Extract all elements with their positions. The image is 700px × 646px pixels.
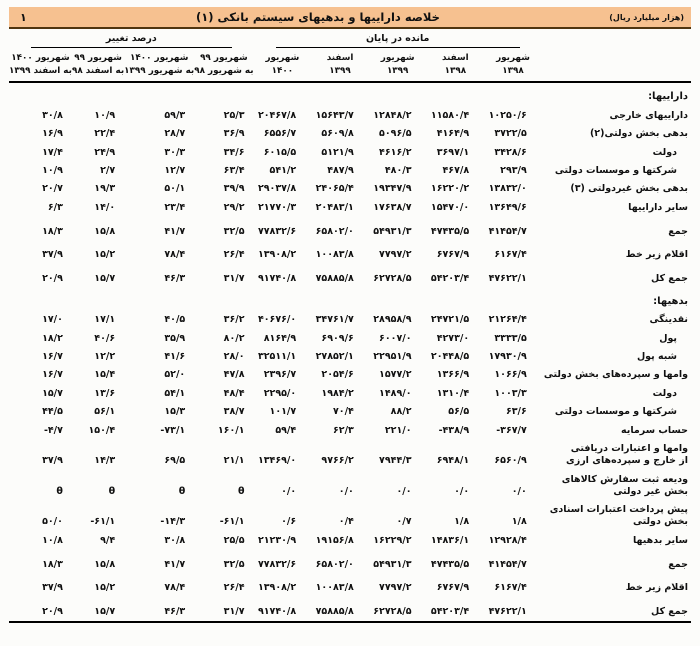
table-row: [9, 240, 691, 264]
balance-value: ۴۸۷/۹: [327, 164, 354, 176]
pct-value: ۹/۴: [100, 534, 116, 546]
row-label: شرکتها و موسسات دولتی: [554, 164, 677, 176]
pct-value: ۳۶/۹: [223, 128, 245, 140]
row-label: سایر داراییها: [628, 201, 688, 213]
pct-value: θ: [108, 485, 116, 497]
row-label: بخش دولتی: [633, 516, 688, 528]
balance-value: ۶۱۶۷/۴: [494, 249, 527, 261]
balance-value: ۰/۴: [338, 516, 354, 528]
pct-value: ۵۶/۱: [94, 406, 116, 418]
balance-value: ۶۷۶۷/۹: [436, 582, 470, 594]
balance-value: ۰/۰: [281, 485, 297, 497]
balance-value: ۶۹۰۹/۶: [321, 332, 354, 344]
pct-value: ۴۰/۵: [164, 314, 186, 326]
balance-value: ۶۱۶۷/۴: [494, 582, 527, 594]
balance-value: ۲۱۲۶۴/۴: [488, 314, 527, 326]
balance-value: ۷۹۴۴/۳: [379, 455, 412, 467]
pct-value: ۴۸/۴: [223, 387, 245, 399]
pct-value: ۳۰/۸: [164, 534, 186, 546]
row-label-top: ودیعه ثبت سفارش کالاهای: [561, 473, 688, 485]
pct-value: ۵۲/۰: [164, 369, 186, 381]
pct-value: ۲۵/۵: [223, 534, 245, 546]
table-row: [9, 329, 691, 347]
pct-value: ۱۵/۲: [94, 582, 116, 594]
table-row: [9, 531, 691, 549]
pct-value: ۷۸/۴: [164, 582, 186, 594]
pct-value: -۴/۷: [43, 424, 63, 436]
table-row: [9, 264, 691, 288]
table-row: [9, 347, 691, 365]
pct-value: ۶/۳: [47, 201, 63, 213]
pct-value: ۱۵/۸: [94, 225, 116, 237]
banking-system-summary-table: [9, 32, 691, 623]
pct-value: θ: [178, 485, 186, 497]
balance-column-header: شهریور ۱۳۹۹: [380, 53, 415, 77]
balance-value: ۲۳۹۶/۷: [263, 369, 297, 381]
pct-value: ۱۷/۰: [42, 314, 63, 326]
balance-value: ۴۶۱۶/۲: [379, 146, 412, 158]
balance-value: ۱۳۹۰۸/۲: [257, 249, 297, 261]
pct-value: ۲۱/۱: [223, 455, 245, 467]
title-bar: [9, 7, 691, 29]
balance-value: ۹۱۷۴۰/۸: [257, 606, 297, 618]
table-row: [9, 403, 691, 421]
pct-value: ۲۸/۷: [164, 128, 186, 140]
balance-value: ۱۳۴۶۹/۰: [257, 455, 297, 467]
pct-value: ۱۶۰/۱: [217, 424, 245, 436]
balance-value: ۱۷۹۳۰/۹: [488, 351, 527, 363]
pct-value: ۲۰/۹: [42, 273, 63, 285]
balance-value: ۶۲۷۲۸/۵: [373, 273, 412, 285]
row-label: بدهی بخش دولتی(۲): [589, 128, 688, 140]
balance-value: ۱۳۶۶/۹: [436, 369, 470, 381]
pct-value: ۱۲/۲: [94, 351, 116, 363]
pct-value: ۲۹/۲: [223, 201, 245, 213]
pct-value: ۵۰/۰: [42, 516, 63, 528]
pct-value: ۲۶/۴: [223, 582, 245, 594]
row-label-top: وامها و اعتبارات دریافتی: [570, 443, 688, 455]
balance-value: ۱۴۸۳۶/۱: [430, 534, 470, 546]
balance-value: ۱۶۲۲۰/۲: [430, 183, 470, 195]
row-label: بدهی بخش غیردولتی (۳): [570, 183, 688, 195]
balance-value: ۱۰۲۵۰/۶: [488, 109, 527, 121]
balance-value: ۶۵۵۶/۷: [263, 128, 297, 140]
table-row: [9, 180, 691, 198]
pct-value: ۳۲/۵: [223, 225, 245, 237]
table-row: [9, 485, 691, 501]
balance-value: ۲۰۴۴۸/۵: [430, 351, 470, 363]
table-row: [9, 421, 691, 439]
balance-value: -۴۳۸/۹: [438, 424, 470, 436]
balance-value: ۲۹۰۳۷/۸: [257, 183, 297, 195]
balance-value: ۱۹۳۴۷/۹: [373, 183, 412, 195]
row-label: دولت: [652, 146, 677, 158]
balance-value: ۱۳۸۳۲/۰: [488, 183, 527, 195]
row-label: پول: [659, 332, 677, 344]
pct-value: ۱۴/۳: [94, 455, 116, 467]
pct-value: ۱۰/۹: [42, 164, 63, 176]
pct-value: ۲۸/۰: [223, 351, 245, 363]
pct-value: ۱۶/۹: [42, 128, 63, 140]
balance-value: ۵۰۹۶/۵: [379, 128, 412, 140]
balance-column-header: شهریور ۱۳۹۸: [496, 53, 530, 77]
pct-value: ۳۰/۸: [42, 109, 63, 121]
page-title: خلاصه داراییها و بدهیهای سیستم بانکی (۱): [196, 10, 440, 24]
balance-value: ۷۷۸۳۲/۶: [257, 225, 297, 237]
balance-value: ۴۲۷۳/۰: [436, 332, 470, 344]
table-row: [9, 217, 691, 241]
section-header-row: [9, 288, 691, 311]
balance-value: ۶۹۴۸/۱: [436, 455, 470, 467]
balance-value: ۲۲۱/۰: [384, 424, 412, 436]
balance-value: ۱۵۶۴۳/۷: [315, 109, 354, 121]
balance-value: -۳۶۷/۷: [496, 424, 527, 436]
balance-value: ۶۷۶۷/۹: [436, 249, 470, 261]
row-label: وامها و سپرده‌های بخش دولتی: [543, 369, 688, 381]
balance-value: ۱۵۷۷/۲: [379, 369, 412, 381]
pct-value: ۱۵/۷: [94, 606, 116, 618]
balance-value: ۴۶۷/۸: [442, 164, 470, 176]
row-label: داراییهای خارجی: [609, 109, 688, 121]
balance-value: ۷۵۸۸۵/۸: [315, 606, 354, 618]
balance-value: ۱۰۱/۷: [269, 406, 297, 418]
pct-value: ۲/۷: [100, 164, 116, 176]
balance-value: ۶۳/۶: [505, 406, 527, 418]
balance-value: ۲۱۲۳۰/۹: [257, 534, 297, 546]
balance-value: ۳۷۲۲/۵: [494, 128, 527, 140]
balance-column-header: اسفند ۱۳۹۹: [326, 53, 354, 77]
pct-value: ۱۵/۷: [42, 387, 63, 399]
balance-value: ۴۷۶۲۲/۱: [488, 606, 527, 618]
balance-value: ۹۱۷۴۰/۸: [257, 273, 297, 285]
balance-value: ۲۰۴۶۷/۸: [257, 109, 297, 121]
row-label: جمع: [668, 225, 688, 237]
label-column-spacer: [542, 32, 691, 51]
section-header-row: [9, 82, 691, 106]
table-row: [9, 106, 691, 124]
pct-value: ۲۰/۹: [42, 606, 63, 618]
row-label: نقدینگی: [649, 314, 688, 326]
table-row: [9, 597, 691, 622]
pct-value: ۳۱/۷: [223, 606, 245, 618]
pct-value: ۲۵/۳: [223, 109, 245, 121]
balance-value: ۶۵۸۰۲/۰: [315, 225, 354, 237]
balance-value: ۰/۰: [396, 485, 412, 497]
balance-value: ۷۷۹۷/۲: [379, 582, 412, 594]
pct-column-header: شهریور ۹۹ به اسفند ۹۸: [71, 53, 125, 77]
pct-value: ۱۴/۰: [94, 201, 116, 213]
balance-value: ۷۰/۴: [332, 406, 354, 418]
balance-column-header: شهریور ۱۴۰۰: [265, 53, 300, 77]
pct-value: ۴۴/۵: [42, 406, 63, 418]
table-row: [9, 454, 691, 470]
row-label: از خارج و سپرده‌های ارزی: [566, 455, 688, 467]
pct-value: ۲۳/۴: [164, 201, 186, 213]
pct-value: ۱۵/۲: [94, 249, 116, 261]
balance-value: ۷۷۹۷/۲: [379, 249, 412, 261]
table-row: [9, 384, 691, 402]
balance-value: ۴۱۴۵۴/۷: [488, 225, 527, 237]
balance-value: ۲۴۰۶۵/۴: [315, 183, 354, 195]
table-row: [9, 143, 691, 161]
balances-group-header: مانده در پایان: [254, 32, 542, 51]
balance-value: ۵۴۱/۲: [269, 164, 297, 176]
balance-value: ۱۳۹۰۸/۲: [257, 582, 297, 594]
pct-value: ۵۹/۳: [164, 109, 186, 121]
row-label: شرکتها و موسسات دولتی: [554, 406, 677, 418]
balance-value: ۱۰۰۸۳/۸: [315, 249, 354, 261]
pct-value: ۸۰/۲: [223, 332, 245, 344]
balance-value: ۵۴۹۳۱/۳: [373, 558, 412, 570]
pct-value: ۱۸/۳: [42, 558, 63, 570]
table-row: [9, 366, 691, 384]
balance-value: ۲۲۹۵۱/۹: [373, 351, 412, 363]
balance-value: ۲۰۵۴/۶: [321, 369, 354, 381]
pct-value: ۱۵/۴: [94, 369, 116, 381]
balance-value: ۴۸۰/۳: [384, 164, 412, 176]
pct-value: ۱۸/۳: [42, 225, 63, 237]
pct-value: ۱۵/۸: [94, 558, 116, 570]
balance-value: ۳۴۷۶۱/۷: [315, 314, 354, 326]
pct-value: ۶۳/۴: [223, 164, 245, 176]
pct-value: ۳۴/۶: [223, 146, 245, 158]
table-row: [9, 125, 691, 143]
table-row: [9, 515, 691, 531]
row-label: جمع کل: [650, 273, 688, 285]
pct-value: ۴۶/۳: [164, 273, 186, 285]
balance-value: ۱۰۶۶/۹: [494, 369, 527, 381]
balance-column-header: اسفند ۱۳۹۸: [442, 53, 469, 77]
balance-value: ۱۳۱۰/۴: [436, 387, 470, 399]
pct-value: -۱۴/۳: [160, 516, 186, 528]
balance-value: ۲۰۴۸۳/۱: [315, 201, 354, 213]
balance-value: ۱۰۰۸۳/۸: [315, 582, 354, 594]
section-label: بدهیها:: [653, 295, 688, 307]
balance-value: ۱۹۱۵۶/۸: [315, 534, 354, 546]
balance-value: ۴۱۶۴/۹: [436, 128, 470, 140]
row-label: بخش غیر دولتی: [613, 485, 688, 497]
table-row-label-top: [9, 439, 691, 454]
table-row: [9, 198, 691, 216]
pct-value: ۴۱/۶: [164, 351, 186, 363]
pct-value: ۱۷/۴: [42, 146, 63, 158]
pct-column-header: شهریور ۱۴۰۰ به اسفند ۱۳۹۹: [9, 53, 72, 77]
balance-value: ۶۰۰۷/۰: [379, 332, 412, 344]
balance-value: ۴۰۶۷۶/۰: [257, 314, 297, 326]
balance-value: ۳۴۲۸/۶: [494, 146, 527, 158]
page-number: ۱: [20, 10, 27, 24]
balance-value: ۱۵۴۷۰/۰: [430, 201, 470, 213]
table-row: [9, 550, 691, 574]
balance-value: ۵۴۲۰۳/۴: [430, 606, 470, 618]
pct-value: ۴۷/۸: [223, 369, 245, 381]
balance-value: ۲۲۹۵/۰: [263, 387, 297, 399]
balance-value: ۱۶۲۲۹/۲: [373, 534, 412, 546]
pct-value: ۱۹/۳: [94, 183, 116, 195]
balance-value: ۴۱۴۵۴/۷: [488, 558, 527, 570]
balance-value: ۳۳۳۳/۵: [494, 332, 527, 344]
group-header-row: [9, 32, 691, 51]
balance-value: ۵۴۲۰۳/۴: [430, 273, 470, 285]
balance-value: ۱۹۸۴/۲: [321, 387, 354, 399]
balance-value: ۲۷۸۵۲/۱: [315, 351, 354, 363]
balance-value: ۱۴۸۹/۰: [379, 387, 412, 399]
pct-column-header: شهریور ۹۹ به شهریور ۹۸: [194, 53, 254, 77]
balance-value: ۶۲/۳: [332, 424, 354, 436]
pct-column-header: شهریور ۱۴۰۰ به شهریور ۱۳۹۹: [124, 53, 195, 77]
table-row: [9, 573, 691, 597]
pct-value: ۱۵/۳: [164, 406, 186, 418]
balance-value: ۴۷۴۳۵/۵: [430, 225, 470, 237]
balance-value: ۰/۷: [396, 516, 412, 528]
balance-value: ۲۱۷۷۰/۳: [257, 201, 297, 213]
row-label: شبه پول: [636, 351, 677, 363]
balance-value: ۱۱۵۸۰/۴: [430, 109, 470, 121]
pct-value: ۱۵/۷: [94, 273, 116, 285]
pct-value: ۳۷/۹: [42, 249, 63, 261]
balance-value: ۴۷۴۳۵/۵: [430, 558, 470, 570]
pct-group-header: درصد تغییر: [9, 32, 254, 51]
balance-value: ۱۷۶۳۸/۷: [373, 201, 412, 213]
pct-value: -۷۳/۱: [160, 424, 186, 436]
pct-value: ۶۹/۵: [164, 455, 186, 467]
row-label: جمع: [668, 558, 688, 570]
pct-value: ۱۶/۷: [42, 369, 63, 381]
pct-value: ۳۲/۵: [223, 558, 245, 570]
row-label: اقلام زیر خط: [625, 582, 688, 594]
table-row: [9, 161, 691, 179]
balance-value: ۲۹۳/۹: [500, 164, 527, 176]
table-row-label-top: [9, 470, 691, 485]
balance-value: ۷۷۸۳۲/۶: [257, 558, 297, 570]
balance-value: ۷۵۸۸۵/۸: [315, 273, 354, 285]
balance-value: ۰/۰: [454, 485, 470, 497]
pct-value: ۳۱/۷: [223, 273, 245, 285]
pct-value: ۴۱/۷: [164, 558, 186, 570]
balance-value: ۸۸/۲: [390, 406, 412, 418]
pct-value: ۳۷/۹: [42, 582, 63, 594]
balance-value: ۰/۰: [511, 485, 527, 497]
pct-value: ۵۴/۱: [164, 387, 186, 399]
row-label: دولت: [652, 387, 677, 399]
pct-value: ۱۰/۸: [42, 534, 63, 546]
balance-value: ۱/۸: [511, 516, 527, 528]
table-row: [9, 311, 691, 329]
pct-value: ۱۲/۷: [164, 164, 186, 176]
pct-value: ۵۰/۱: [164, 183, 186, 195]
row-label-top: پیش پرداخت اعتبارات اسنادی: [549, 504, 688, 516]
pct-value: ۱۵۰/۴: [88, 424, 116, 436]
pct-value: θ: [238, 485, 245, 497]
pct-value: ۳۵/۹: [164, 332, 186, 344]
balance-value: ۵۶۰۹/۸: [321, 128, 354, 140]
pct-value: ۳۰/۳: [164, 146, 186, 158]
pct-value: ۲۶/۴: [223, 249, 245, 261]
balance-value: ۵۹/۴: [275, 424, 297, 436]
pct-value: ۲۲/۴: [94, 128, 116, 140]
column-header-row: [9, 51, 691, 82]
balance-value: ۱۲۹۲۸/۴: [488, 534, 527, 546]
pct-value: -۶۱/۱: [90, 516, 116, 528]
balance-value: ۱۰۰۳/۳: [494, 387, 527, 399]
balance-value: ۱/۸: [454, 516, 470, 528]
balance-value: ۵۱۲۱/۹: [321, 146, 354, 158]
balance-value: ۸۱۶۴/۹: [263, 332, 297, 344]
row-label: اقلام زیر خط: [625, 249, 688, 261]
balance-value: ۱۳۶۴۹/۶: [488, 201, 527, 213]
pct-value: ۲۴/۹: [94, 146, 116, 158]
balance-value: ۹۷۶۶/۲: [321, 455, 354, 467]
section-label: داراییها:: [648, 91, 688, 103]
balance-value: ۶۲۷۲۸/۵: [373, 606, 412, 618]
label-column-spacer: [542, 51, 691, 82]
pct-value: ۱۳/۶: [94, 387, 116, 399]
pct-value: ۴۱/۷: [164, 225, 186, 237]
balance-value: ۳۲۵۱۱/۱: [257, 351, 297, 363]
row-label: جمع کل: [650, 606, 688, 618]
pct-value: ۳۷/۹: [42, 455, 63, 467]
table-row-label-top: [9, 501, 691, 516]
balance-value: ۲۸۹۵۸/۹: [373, 314, 412, 326]
unit-label: (هزار میلیارد ریال): [609, 12, 684, 22]
balance-value: ۶۰۱۵/۵: [263, 146, 297, 158]
balance-value: ۳۶۹۷/۱: [436, 146, 470, 158]
balance-value: ۶۵۸۰۲/۰: [315, 558, 354, 570]
pct-value: ۳۸/۷: [223, 406, 245, 418]
pct-value: θ: [56, 485, 63, 497]
pct-value: ۲۰/۷: [42, 183, 63, 195]
pct-value: ۱۰/۹: [94, 109, 116, 121]
balance-value: ۵۶/۵: [448, 406, 470, 418]
pct-value: ۴۰/۶: [94, 332, 116, 344]
pct-value: ۱۶/۷: [42, 351, 63, 363]
balance-value: ۶۵۶۰/۹: [494, 455, 527, 467]
balance-value: ۲۴۷۲۱/۵: [430, 314, 470, 326]
balance-value: ۵۴۹۳۱/۳: [373, 225, 412, 237]
pct-value: ۳۹/۹: [223, 183, 245, 195]
pct-value: ۱۸/۲: [42, 332, 63, 344]
balance-value: ۰/۶: [281, 516, 297, 528]
pct-value: ۳۶/۲: [223, 314, 245, 326]
pct-value: ۱۷/۱: [94, 314, 116, 326]
balance-value: ۴۷۶۲۲/۱: [488, 273, 527, 285]
row-label: حساب سرمایه: [621, 424, 688, 436]
pct-value: ۷۸/۴: [164, 249, 186, 261]
pct-value: -۶۱/۱: [219, 516, 245, 528]
row-label: سایر بدهیها: [632, 534, 688, 546]
pct-value: ۴۶/۳: [164, 606, 186, 618]
balance-value: ۰/۰: [338, 485, 354, 497]
balance-value: ۱۲۸۴۸/۲: [373, 109, 412, 121]
